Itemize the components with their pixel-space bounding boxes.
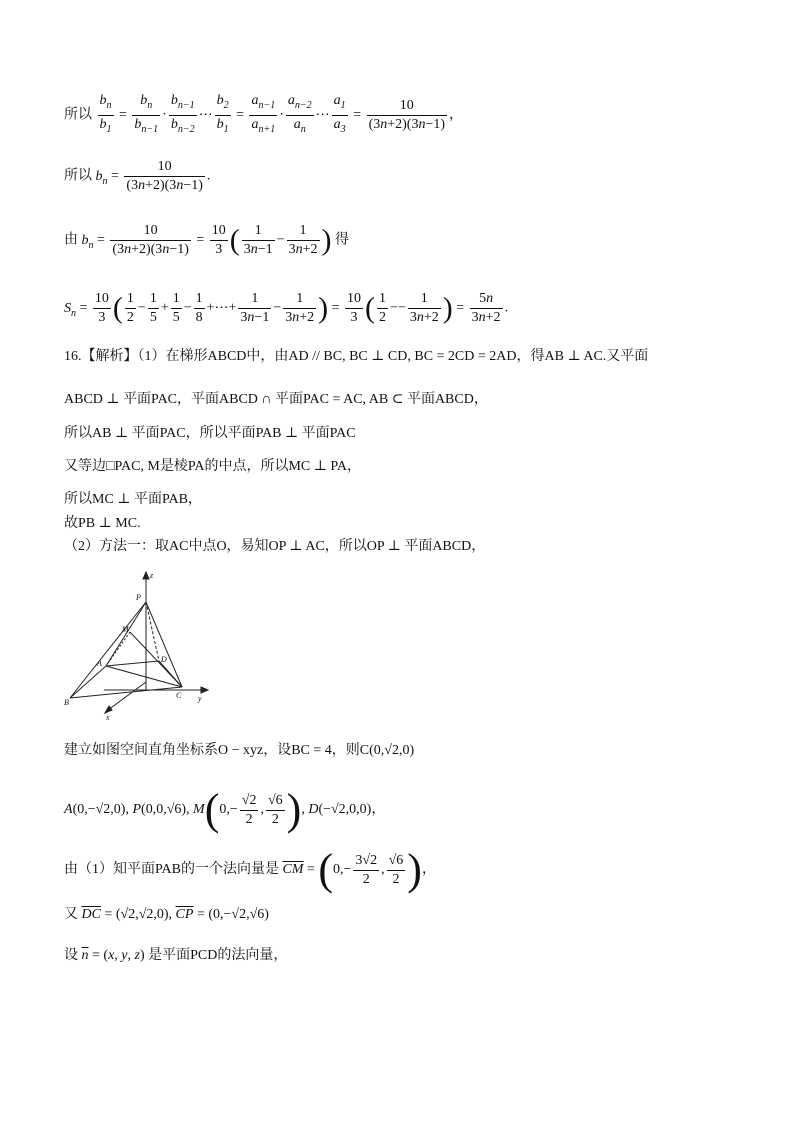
line-9: 所以MC ⊥ 平面PAB， <box>64 492 202 507</box>
line-7: 所以AB ⊥ 平面PAC，所以平面PAB ⊥ 平面PAC <box>64 426 356 441</box>
line-8: 又等边□PAC, M是棱PA的中点，所以MC ⊥ PA， <box>64 459 362 474</box>
frac: $\frac{b_n}{b_1}$ <box>99 93 112 135</box>
label-d: D <box>161 655 167 664</box>
line-2: 所以 $b_n$ = $\frac{10}{(3n+2)(3n-1)}$ . <box>64 159 211 193</box>
line-4: $S_n$ = $\frac{10}{3}$ ( $\frac{1}{2}$ − $\frac{1}{5}$ + $\frac{1}{5}$ − $\frac{1}{8}$ +⋯+ $\frac{1}{3n-1}$ − $\frac{1}{3n+2}$ ) = $\frac{10}{3}$ ( $\frac{1}{2}$ −− $\frac{1}{3n+2}$ ) = $\frac{5n}{3n+2}$ . <box>64 291 509 325</box>
label-z: z <box>150 571 154 580</box>
label-x: x <box>106 713 110 720</box>
line-15: 又 $\overline{DC} = (√2,√2,0)$, $\overline{CP} = (0,-√2,√6)$ <box>64 907 269 922</box>
line-1: 所以 $\frac{b_n}{b_1}$ = $\frac{b_n}{b_{n-1}}$ · $\frac{b_{n-1}}{b_{n-2}}$ ⋯ $\frac{b_2}{b_1}$ = $\frac{a_{n-1}}{a_{n+1}}$ · $\frac{a_{n-2}}{a_n}$ ⋯ $\frac{a_1}{a_3}$ = $\frac{10}{(3n+2)(3n-1)}$ ， <box>64 92 463 139</box>
pyramid-diagram <box>64 570 224 720</box>
line-3: 由 $b_n$ = $\frac{10}{(3n+2)(3n-1)}$ = $\frac{10}{3}$ ( $\frac{1}{3n-1}$ − $\frac{1}{3n+2}$ ) 得 <box>64 223 349 257</box>
line-12: 建立如图空间直角坐标系O − xyz，设BC = 4，则C(0,√2,0) <box>64 743 415 758</box>
line-10: 故PB ⊥ MC. <box>64 516 141 531</box>
label-a: A <box>97 659 102 668</box>
line-16: 设 $\overline{n} = (x$, y, z) 是平面PCD的法向量， <box>64 948 288 963</box>
line-6: ABCD ⊥ 平面PAC，平面ABCD ∩ 平面PAC = AC, AB ⊂ 平面ABCD， <box>64 392 488 407</box>
line-11: （2）方法一：取AC中点O，易知OP ⊥ AC，所以OP ⊥ 平面ABCD， <box>64 539 486 554</box>
line-13: A(0,−√2,0), P(0,0,√6), M(0,− $\frac{√2}{2}$ , $\frac{√6}{2}$ ), D(−√2,0,0)， <box>64 785 386 834</box>
label-c: C <box>176 691 182 700</box>
line-5: 16.【解析】（1）在梯形ABCD中，由AD // BC, BC ⊥ CD, BC = 2CD = 2AD，得AB ⊥ AC.又平面 <box>64 349 649 364</box>
line-14: 由（1）知平面PAB的一个法向量是 $\overline{CM} = (0,-$ $\frac{3√2}{2}$ , $\frac{√6}{2}$ )， <box>64 845 436 894</box>
label-b: B <box>64 698 69 707</box>
label-y: y <box>198 694 202 703</box>
label-m: M <box>122 625 129 634</box>
label-p: P <box>136 593 141 602</box>
